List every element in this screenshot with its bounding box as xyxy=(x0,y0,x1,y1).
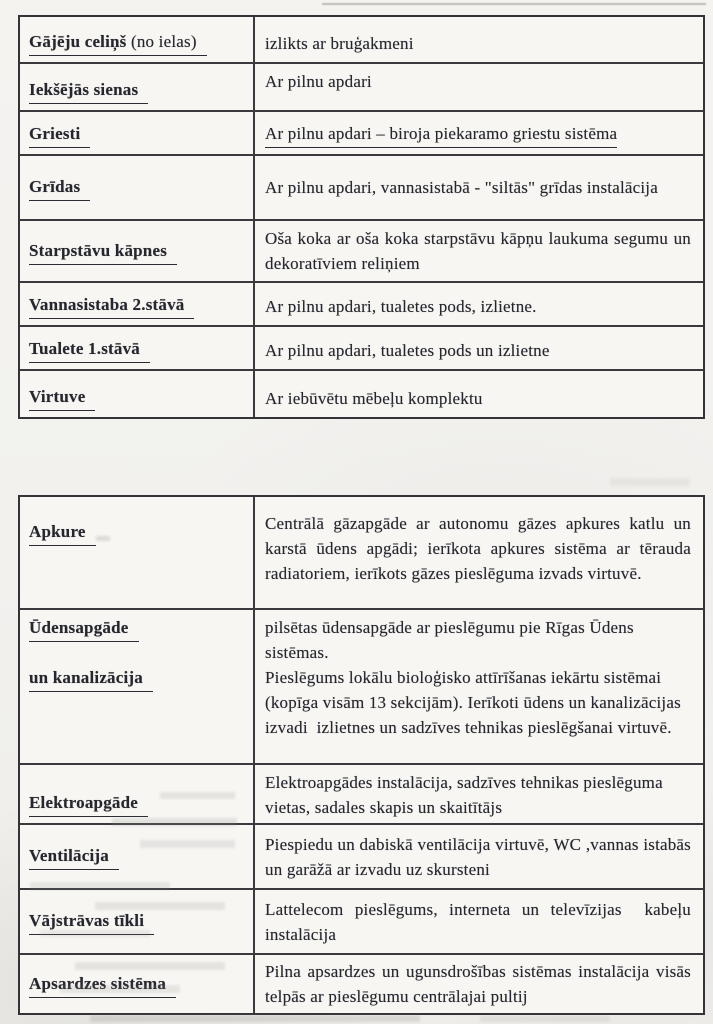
row-label-cell xyxy=(20,327,255,369)
row-label-cell xyxy=(20,156,255,219)
row-description-text: Ar pilnu apdari – biroja piekaramo griestu sistēma xyxy=(265,121,617,148)
row-description xyxy=(255,765,703,823)
row-label-cell xyxy=(20,955,255,1013)
row-description xyxy=(255,17,703,62)
row-description-paragraph: Pieslēgums lokālu bioloģisko attīrīšanas iekārtu sistēmai (kopīga visām 13 sekcijām). Ierīkoti ūdens un kanalizācijas izvadi izlietnes un sadzīves tehnikas pieslēgšanai virtuvē. xyxy=(265,668,681,737)
row-description-text: Elektroapgādes instalācija, sadzīves tehnikas pieslēguma vietas, sadales skapis un skaitītājs xyxy=(265,773,663,817)
row-label-cell xyxy=(20,221,255,281)
table-row xyxy=(20,219,703,281)
row-description-text: Ar pilnu apdari, tualetes pods, izlietne. xyxy=(265,297,537,316)
row-label: Starpstāvu kāpnes xyxy=(29,238,177,265)
row-label: Tualete 1.stāvā xyxy=(29,336,150,363)
row-label-cell xyxy=(20,64,255,110)
row-label: Vannasistaba 2.stāvā xyxy=(29,292,194,319)
row-description-text: Ar pilnu apdari, vannasistabā - "siltās" grīdas instalācija xyxy=(265,178,658,197)
table-row xyxy=(20,369,703,417)
scan-artifact xyxy=(322,3,706,5)
row-description-text: Piespiedu un dabiskā ventilācija virtuvē, WC ,vannas istabās un garāžā ar izvadu uz skursteni xyxy=(265,834,691,879)
row-label-cell xyxy=(20,825,255,888)
row-label-cell xyxy=(20,610,255,763)
row-label-cell xyxy=(20,112,255,154)
row-label: Iekšējās sienas xyxy=(29,77,148,104)
row-label-cell xyxy=(20,283,255,325)
table-row xyxy=(20,888,703,953)
row-label-cell xyxy=(20,765,255,823)
row-label-line2: un kanalizācija xyxy=(29,665,153,692)
row-description xyxy=(255,64,703,110)
row-description xyxy=(255,497,703,608)
row-description-text: Ar iebūvētu mēbeļu komplektu xyxy=(265,389,483,408)
row-description xyxy=(255,283,703,325)
finishes-table xyxy=(18,15,705,419)
row-description xyxy=(255,112,703,154)
row-description-text: Ar pilnu apdari, tualetes pods un izlietne xyxy=(265,341,550,360)
row-description-text: Pilna apsardzes un ugunsdrošības sistēmas instalācija visās telpās ar pieslēgumu centrālajai pultij xyxy=(265,962,691,1006)
row-description-text: izlikts ar bruģakmeni xyxy=(265,34,414,53)
table-row xyxy=(20,823,703,888)
row-label: Griesti xyxy=(29,121,90,148)
utilities-table xyxy=(18,495,705,1015)
table-row xyxy=(20,497,703,608)
table-row xyxy=(20,608,703,763)
row-label-cell xyxy=(20,17,255,62)
row-label-cell xyxy=(20,497,255,608)
table-row xyxy=(20,953,703,1013)
table-row xyxy=(20,154,703,219)
table-row xyxy=(20,17,703,62)
table-row xyxy=(20,110,703,154)
row-label: Vājstrāvas tīkli xyxy=(29,908,154,935)
row-label: Apkure xyxy=(29,519,96,546)
row-description-text: Ar pilnu apdari xyxy=(265,72,372,91)
row-description-text: Lattelecom pieslēgums, interneta un televīzijas kabeļu instalācija xyxy=(265,899,691,944)
row-label: Elektroapgāde xyxy=(29,790,148,817)
row-description xyxy=(255,610,703,763)
row-description xyxy=(255,890,703,953)
table-row xyxy=(20,325,703,369)
row-label: Gājēju celiņš (no ielas) xyxy=(29,29,207,56)
row-description xyxy=(255,156,703,219)
row-description-paragraph: pilsētas ūdensapgāde ar pieslēgumu pie Rīgas Ūdens sistēmas. xyxy=(265,618,634,662)
scan-artifact xyxy=(610,478,690,486)
row-label: Ventilācija xyxy=(29,843,119,870)
scan-artifact xyxy=(480,1016,610,1022)
row-description xyxy=(255,955,703,1013)
row-description-text: Oša koka ar oša koka starpstāvu kāpņu laukuma segumu un dekoratīviem reliņiem xyxy=(265,229,691,273)
row-description-text: Centrālā gāzapgāde ar autonomu gāzes apkures katlu un karstā ūdens apgādi; ierīkota apkures sistēma ar tērauda radiatoriem, ierīkots gāzes pieslēguma izvads virtuvē. xyxy=(265,514,691,583)
row-label: Virtuve xyxy=(29,384,95,411)
table-row xyxy=(20,62,703,110)
table-row xyxy=(20,281,703,325)
row-description xyxy=(255,221,703,281)
row-label: Ūdensapgāde xyxy=(29,615,139,642)
row-description xyxy=(255,825,703,888)
row-description xyxy=(255,327,703,369)
row-label: Grīdas xyxy=(29,174,90,201)
row-label-suffix: (no ielas) xyxy=(126,32,197,51)
row-description xyxy=(255,371,703,417)
row-label-cell xyxy=(20,890,255,953)
row-label: Apsardzes sistēma xyxy=(29,971,176,998)
table-row xyxy=(20,763,703,823)
row-label-cell xyxy=(20,371,255,417)
scan-artifact xyxy=(90,1015,420,1022)
